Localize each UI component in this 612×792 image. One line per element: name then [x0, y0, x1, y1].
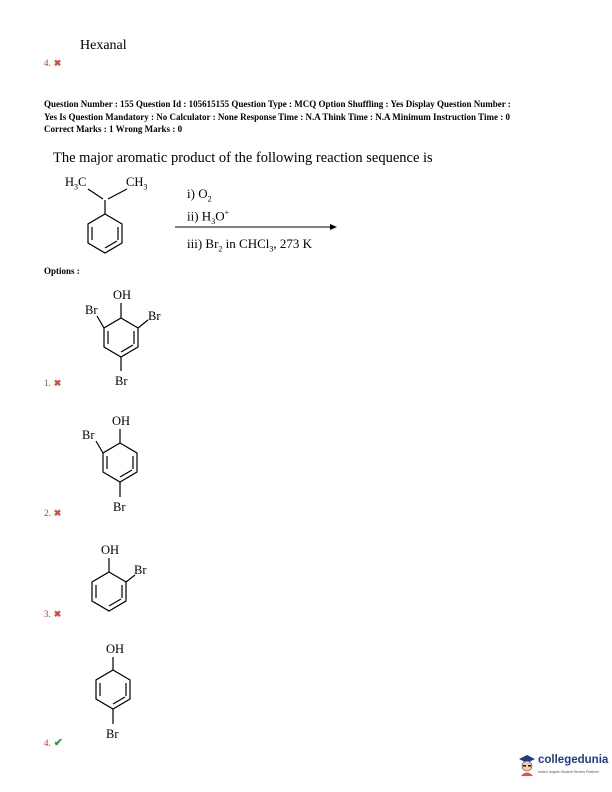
option-number: 1. — [44, 378, 51, 388]
step2-text: ii) H — [187, 208, 212, 224]
logo-name: collegedunia — [538, 754, 609, 766]
step3-tail: , 273 K — [273, 236, 313, 251]
meta-line-2: Yes Is Question Mandatory : No Calculator : None Response Time : N.A Think Time : N.A Minimum Instruction Time : 0 — [44, 111, 510, 122]
option-3-oh-label: OH — [101, 543, 120, 557]
wrong-mark-icon: ✖ — [53, 58, 62, 68]
option-1-br-bottom-label: Br — [115, 374, 128, 388]
option-number: 4. — [44, 58, 51, 68]
step3-text: iii) Br — [187, 236, 219, 251]
option-3-br-right-label: Br — [134, 563, 147, 577]
step2-sub: 3 — [211, 216, 216, 226]
option-4-number[interactable] — [44, 736, 63, 749]
wrong-mark-icon: ✖ — [53, 508, 62, 518]
option-1-oh-label: OH — [113, 288, 132, 302]
step2-tail: O — [215, 208, 225, 224]
step3-sub: 2 — [218, 244, 223, 254]
label-sub: 3 — [74, 182, 79, 192]
step3-sub2: 3 — [269, 244, 274, 254]
option-number: 4. — [44, 738, 51, 748]
logo-tagline: India's largest Student Review Platform — [538, 770, 599, 774]
wrong-mark-icon: ✖ — [53, 378, 62, 388]
step1-sub: 2 — [207, 194, 212, 204]
label-ch: CH — [126, 175, 144, 189]
meta-line-1: Question Number : 155 Question Id : 105615155 Question Type : MCQ Option Shuffling : Yes Display Question Number : — [44, 99, 511, 109]
label-c: C — [78, 175, 87, 189]
prev-option-text: Hexanal — [80, 38, 127, 53]
step2-sup: + — [224, 208, 230, 217]
option-2-br-bottom-label: Br — [113, 500, 126, 514]
question-text: The major aromatic product of the following reaction sequence is — [53, 150, 433, 166]
step3-mid: in CHCl — [222, 236, 270, 251]
option-number: 3. — [44, 609, 51, 619]
label-sub: 3 — [143, 182, 148, 192]
collegedunia-logo — [518, 752, 609, 782]
options-label: Options : — [44, 266, 80, 276]
option-number: 2. — [44, 508, 51, 518]
label-h: H — [65, 175, 75, 189]
step1-text: i) O — [187, 186, 208, 201]
option-2-oh-label: OH — [112, 414, 131, 428]
option-1-br-right-label: Br — [148, 309, 161, 323]
wrong-mark-icon: ✖ — [53, 609, 62, 619]
meta-line-3: Correct Marks : 1 Wrong Marks : 0 — [44, 124, 183, 134]
option-4-br-bottom-label: Br — [106, 727, 119, 741]
graduate-avatar-icon — [518, 754, 536, 776]
option-4-oh-label: OH — [106, 642, 125, 656]
check-mark-icon: ✔ — [53, 737, 63, 749]
option-2-br-left-label: Br — [82, 428, 95, 442]
option-1-br-left-label: Br — [85, 303, 98, 317]
